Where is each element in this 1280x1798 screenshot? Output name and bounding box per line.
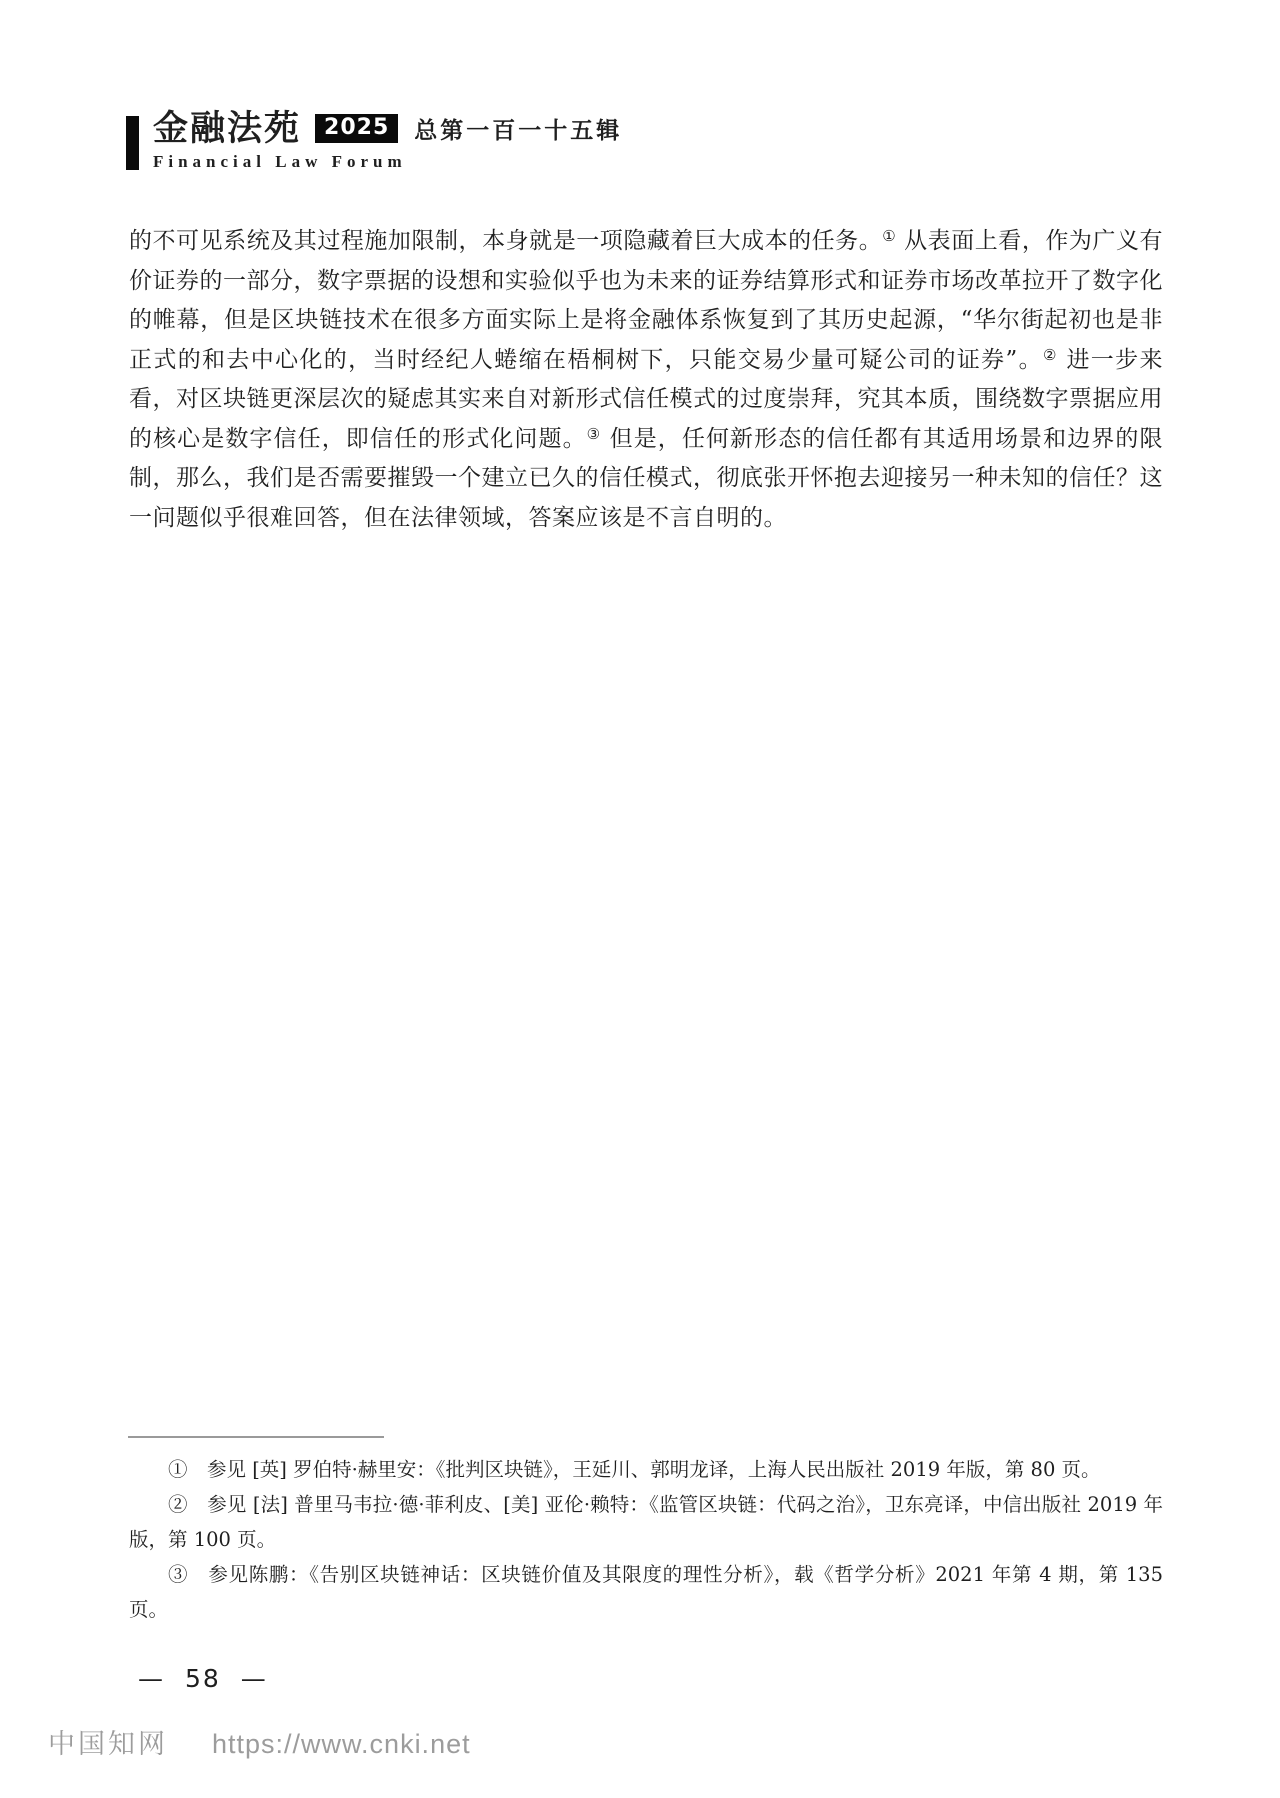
page-number: — 58 — bbox=[138, 1664, 268, 1693]
body-paragraph bbox=[129, 222, 1163, 538]
body-text-segment-1: 的不可见系统及其过程施加限制，本身就是一项隐藏着巨大成本的任务。 bbox=[129, 228, 883, 254]
body-text-segment-2: 从表面上看，作为广义有价证券的一部分，数字票据的设想和实验似乎也为未来的证券结算形式和证券市场改革拉开了数字化的帷幕，但是区块链技术在很多方面实际上是将金融体系恢复到了其历史起源，“华尔街起初也是非正式的和去中心化的，当时经纪人蜷缩在梧桐树下，只能交易少量可疑公司的证券”。 bbox=[129, 228, 1164, 373]
cnki-site-name: 中国知网 bbox=[48, 1729, 168, 1760]
cnki-watermark bbox=[48, 1722, 471, 1761]
footnote-ref-1: ① bbox=[882, 227, 897, 245]
journal-title: 金融法苑 bbox=[153, 108, 302, 149]
body-text-segment-3: 进一步来看，对区块链更深层次的疑虑其实来自对新形式信任模式的过度崇拜，究其本质，围绕数字票据应用的核心是数字信任，即信任的形式化问题。 bbox=[129, 346, 1164, 452]
footnote-2: ② 参见 [法] 普里马韦拉·德·菲利皮、[美] 亚伦·赖特：《监管区块链：代码之治》，卫东亮译，中信出版社 2019 年版，第 100 页。 bbox=[129, 1493, 1163, 1551]
footnote-separator bbox=[128, 1436, 384, 1438]
footnote-3: ③ 参见陈鹏：《告别区块链神话：区块链价值及其限度的理性分析》，载《哲学分析》2021 年第 4 期，第 135 页。 bbox=[129, 1563, 1163, 1621]
issue-label: 总第一百一十五辑 bbox=[414, 117, 623, 144]
journal-subtitle: Financial Law Forum bbox=[153, 152, 407, 171]
footnotes-block bbox=[129, 1452, 1163, 1627]
footnote-ref-2: ② bbox=[1043, 345, 1058, 364]
footnote-ref-3: ③ bbox=[586, 424, 602, 443]
header-accent-bar bbox=[126, 116, 139, 170]
year-badge: 2025 bbox=[315, 114, 398, 143]
cnki-url: https://www.cnki.net bbox=[212, 1729, 471, 1759]
body-text-segment-4: 但是，任何新形态的信任都有其适用场景和边界的限制，那么，我们是否需要摧毁一个建立已久的信任模式，彻底张开怀抱去迎接另一种未知的信任？这一问题似乎很难回答，但在法律领域，答案应该是不言自明的。 bbox=[129, 425, 1164, 531]
header-title-row bbox=[153, 108, 623, 149]
header-text bbox=[153, 108, 623, 172]
footnote-1: ① 参见 [英] 罗伯特·赫里安：《批判区块链》，王延川、郭明龙译，上海人民出版社 2019 年版，第 80 页。 bbox=[168, 1458, 1101, 1481]
